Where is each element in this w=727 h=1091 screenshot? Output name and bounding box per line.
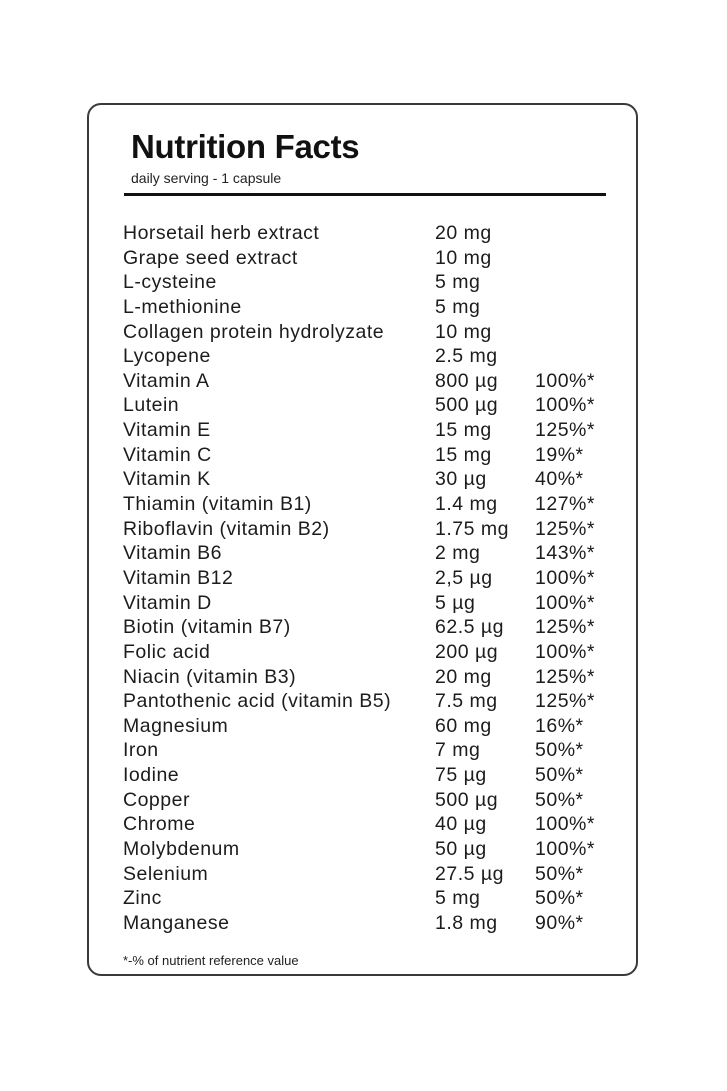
nutrient-row: [123, 640, 613, 665]
nutrient-percent: 100%*: [535, 394, 595, 417]
nutrient-percent: 125%*: [535, 419, 595, 442]
nutrient-amount: 7 mg: [435, 739, 481, 762]
footnote: *-% of nutrient reference value: [123, 953, 299, 968]
nutrient-row: [123, 714, 613, 739]
nutrient-percent: 100%*: [535, 566, 595, 589]
nutrient-name: Manganese: [123, 911, 230, 934]
nutrient-amount: 2,5 µg: [435, 566, 493, 589]
nutrient-row: [123, 221, 613, 246]
nutrient-row: [123, 911, 613, 936]
nutrient-amount: 20 mg: [435, 222, 492, 244]
nutrient-amount: 1.8 mg: [435, 911, 498, 934]
nutrient-row: [123, 615, 613, 640]
nutrient-row: [123, 862, 613, 887]
nutrient-amount: 5 mg: [435, 295, 481, 318]
nutrient-amount: 20 mg: [435, 665, 492, 688]
nutrient-amount: 10 mg: [435, 246, 492, 269]
nutrient-percent: 90%*: [535, 911, 584, 934]
nutrient-name: Riboflavin (vitamin B2): [123, 517, 330, 540]
nutrient-name: Folic acid: [123, 640, 211, 663]
nutrient-percent: 16%*: [535, 714, 584, 737]
nutrient-amount: 500 µg: [435, 788, 499, 811]
nutrient-amount: 40 µg: [435, 813, 487, 836]
nutrient-row: [123, 418, 613, 443]
nutrient-amount: 1.4 mg: [435, 493, 498, 516]
nutrient-percent: 50%*: [535, 764, 584, 787]
nutrient-row: [123, 467, 613, 492]
nutrient-name: Iodine: [123, 764, 180, 787]
nutrient-row: [123, 788, 613, 813]
nutrient-row: [123, 320, 613, 345]
nutrient-row: [123, 492, 613, 517]
nutrient-percent: 50%*: [535, 862, 584, 885]
nutrient-row: [123, 393, 613, 418]
nutrient-amount: 60 mg: [435, 714, 492, 737]
nutrient-percent: 50%*: [535, 887, 584, 910]
nutrient-amount: 10 mg: [435, 320, 492, 343]
nutrient-percent: 19%*: [535, 443, 584, 466]
nutrient-percent: 125%*: [535, 665, 595, 688]
nutrient-row: [123, 270, 613, 295]
nutrient-percent: 125%*: [535, 517, 595, 540]
nutrient-name: Pantothenic acid (vitamin B5): [123, 690, 392, 713]
nutrient-name: Lycopene: [123, 345, 211, 368]
nutrient-amount: 75 µg: [435, 764, 487, 787]
nutrient-amount: 1.75 mg: [435, 517, 509, 540]
label-title: Nutrition Facts: [131, 128, 360, 165]
nutrient-row: [123, 591, 613, 616]
nutrient-row: [123, 837, 613, 862]
nutrient-name: Vitamin A: [123, 369, 210, 392]
nutrient-amount: 62.5 µg: [435, 616, 504, 639]
nutrient-name: L-methionine: [123, 295, 242, 318]
nutrient-amount: 30 µg: [435, 468, 487, 491]
nutrient-row: [123, 886, 613, 911]
nutrient-percent: 125%*: [535, 690, 595, 713]
nutrient-row: [123, 738, 613, 763]
nutrient-name: Vitamin C: [123, 443, 212, 466]
nutrient-amount: 2.5 mg: [435, 345, 498, 368]
nutrient-name: Vitamin K: [123, 468, 211, 491]
nutrient-percent: 143%*: [535, 542, 595, 565]
nutrient-name: Selenium: [123, 862, 209, 885]
nutrient-amount: 15 mg: [435, 419, 492, 442]
nutrient-name: Horsetail herb extract: [123, 222, 320, 244]
nutrient-name: Zinc: [123, 887, 162, 910]
nutrient-amount: 15 mg: [435, 443, 492, 466]
nutrient-row: [123, 665, 613, 690]
nutrient-amount: 800 µg: [435, 369, 499, 392]
nutrient-name: Biotin (vitamin B7): [123, 616, 291, 639]
nutrient-percent: 127%*: [535, 493, 595, 516]
nutrient-row: [123, 763, 613, 788]
nutrient-amount: 27.5 µg: [435, 862, 504, 885]
nutrient-name: Thiamin (vitamin B1): [123, 493, 312, 516]
nutrient-amount: 5 mg: [435, 271, 481, 294]
nutrient-name: Vitamin B12: [123, 566, 234, 589]
nutrient-percent: 100%*: [535, 813, 595, 836]
nutrient-name: Vitamin E: [123, 419, 211, 442]
nutrient-row: [123, 246, 613, 271]
nutrient-percent: 100%*: [535, 369, 595, 392]
nutrient-row: [123, 812, 613, 837]
nutrient-name: Copper: [123, 788, 190, 811]
nutrient-amount: 2 mg: [435, 542, 481, 565]
nutrient-row: [123, 541, 613, 566]
nutrient-name: Niacin (vitamin B3): [123, 665, 297, 688]
nutrient-percent: 40%*: [535, 468, 584, 491]
header-divider: [124, 193, 606, 196]
nutrient-name: Lutein: [123, 394, 180, 417]
nutrient-amount: 5 µg: [435, 591, 476, 614]
nutrient-name: Molybdenum: [123, 838, 240, 861]
nutrient-row: [123, 689, 613, 714]
nutrient-table: [123, 221, 613, 936]
nutrient-name: Collagen protein hydrolyzate: [123, 320, 385, 343]
nutrient-row: [123, 369, 613, 394]
nutrient-row: [123, 344, 613, 369]
nutrient-row: [123, 517, 613, 542]
nutrient-amount: 5 mg: [435, 887, 481, 910]
nutrition-facts-label: [87, 103, 638, 976]
nutrient-percent: 50%*: [535, 739, 584, 762]
nutrient-amount: 7.5 mg: [435, 690, 498, 713]
nutrient-row: [123, 566, 613, 591]
nutrient-percent: 50%*: [535, 788, 584, 811]
nutrient-name: Vitamin B6: [123, 542, 222, 565]
nutrient-row: [123, 295, 613, 320]
nutrient-amount: 200 µg: [435, 640, 499, 663]
nutrient-percent: 100%*: [535, 591, 595, 614]
nutrient-percent: 100%*: [535, 640, 595, 663]
nutrient-amount: 50 µg: [435, 838, 487, 861]
nutrient-name: Grape seed extract: [123, 246, 298, 269]
nutrient-amount: 500 µg: [435, 394, 499, 417]
nutrient-percent: 125%*: [535, 616, 595, 639]
nutrient-name: Iron: [123, 739, 159, 762]
nutrient-name: Magnesium: [123, 714, 229, 737]
nutrient-row: [123, 443, 613, 468]
nutrient-name: Chrome: [123, 813, 196, 836]
nutrient-percent: 100%*: [535, 838, 595, 861]
serving-size: daily serving - 1 capsule: [131, 170, 282, 186]
nutrient-name: L-cysteine: [123, 271, 217, 294]
nutrient-name: Vitamin D: [123, 591, 212, 614]
